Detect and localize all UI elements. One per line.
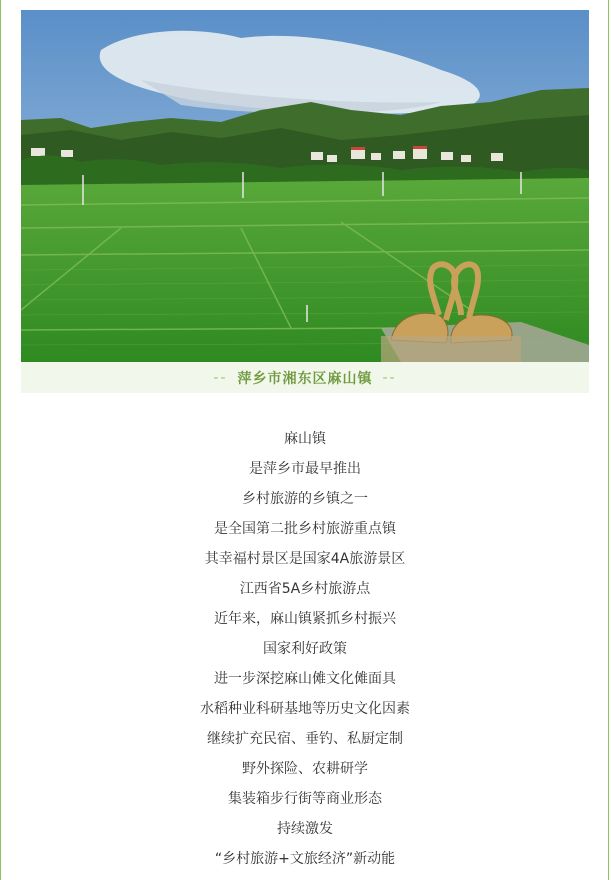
body-line: 持续激发 <box>277 821 333 837</box>
body-line: 野外探险、农耕研学 <box>242 761 368 777</box>
rice-field-photo <box>21 10 589 362</box>
body-line: 继续扩充民宿、垂钓、私厨定制 <box>207 731 403 747</box>
body-line: 水稻种业科研基地等历史文化因素 <box>200 701 410 717</box>
caption-dash-left: -- <box>213 369 228 386</box>
body-line: “乡村旅游+文旅经济”新动能 <box>214 851 396 867</box>
body-line: 国家利好政策 <box>263 641 347 657</box>
body-line: 乡村旅游的乡镇之一 <box>242 491 368 507</box>
body-line: 江西省5A乡村旅游点 <box>239 581 371 597</box>
body-line: 集装箱步行街等商业形态 <box>228 791 382 807</box>
body-line: 其幸福村景区是国家4A旅游景区 <box>204 551 406 567</box>
body-line: 麻山镇 <box>284 431 326 447</box>
caption-title: 萍乡市湘东区麻山镇 <box>237 370 373 387</box>
body-line: 进一步深挖麻山傩文化傩面具 <box>214 671 396 687</box>
body-line: 是全国第二批乡村旅游重点镇 <box>214 521 396 537</box>
photo-caption <box>21 362 589 393</box>
body-line: 近年来，麻山镇紧抓乡村振兴 <box>214 611 396 627</box>
caption-dash-right: -- <box>382 369 397 386</box>
body-line: 是萍乡市最早推出 <box>249 461 361 477</box>
article-body <box>21 424 589 874</box>
